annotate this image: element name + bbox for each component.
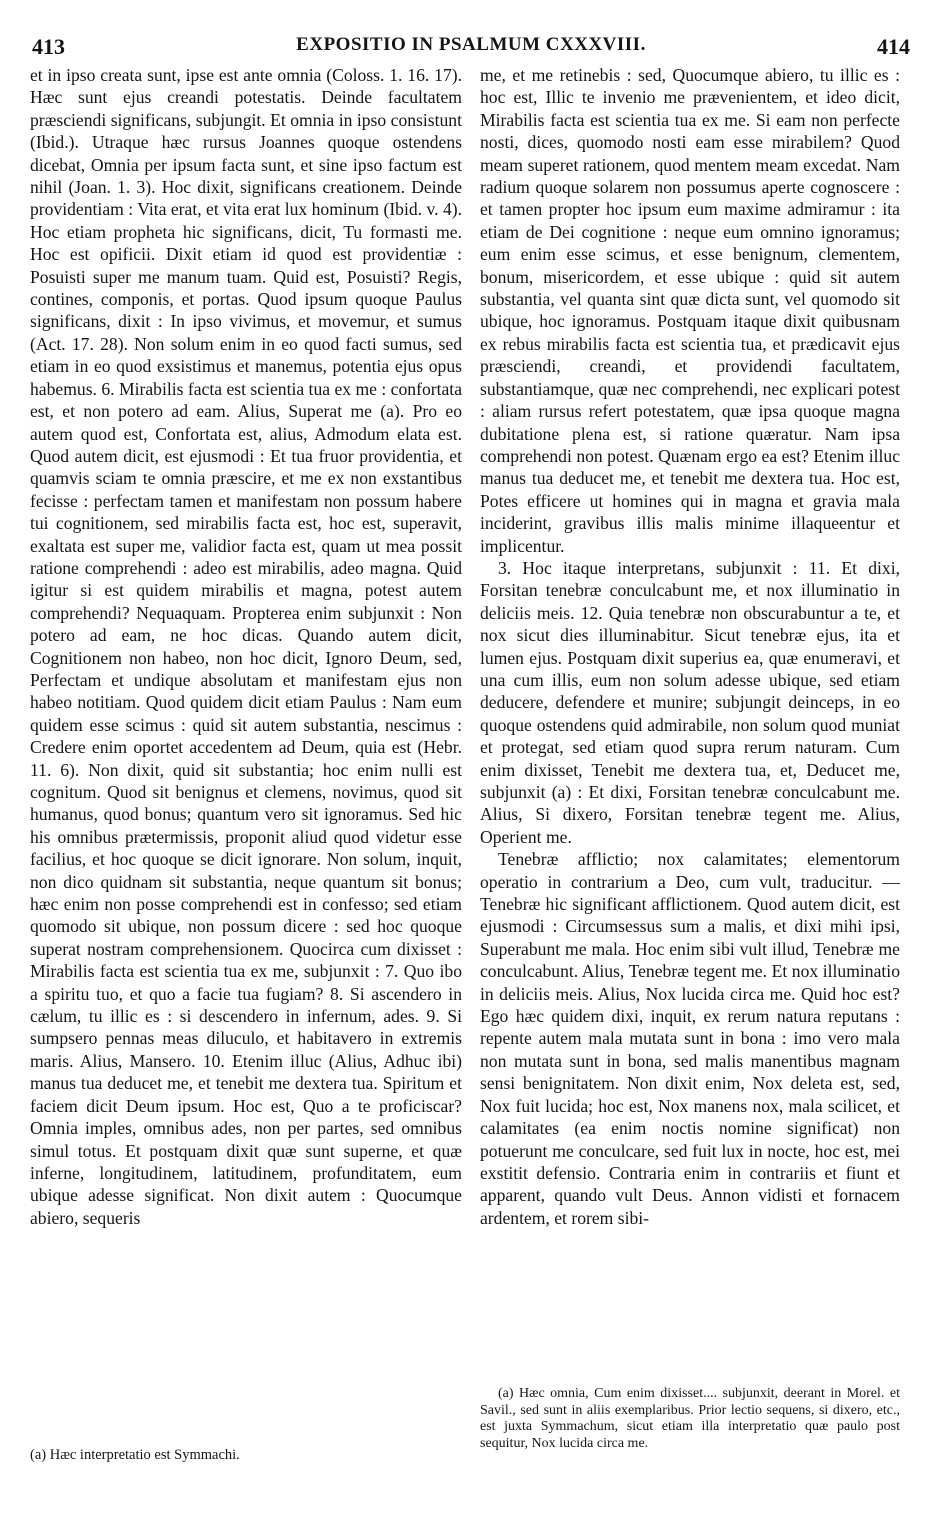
right-column <box>480 64 900 1229</box>
footnote-text: (a) Hæc interpretatio est Symmachi. <box>30 1447 240 1463</box>
left-footnote <box>30 1446 462 1464</box>
right-footnote <box>480 1386 900 1452</box>
footnote-text: (a) Hæc omnia, Cum enim dixisset.... subjunxit, deerant in Morel. et Savil., sed sunt in aliis exemplaribus. Prior lectio sequens, si dixero, etc., est juxta Symmachum, sicut etiam illa interpretatio quæ paulo post sequitur, Nox lucida circa me. <box>480 1386 900 1451</box>
paragraph: 3. Hoc itaque interpretans, subjunxit : 11. Et dixi, Forsitan tenebræ conculcabunt me, et nox illuminatio in deliciis meis. 12. Quia tenebræ non obscurabuntur a te, et nox sicut dies illuminabitur. Sicut tenebræ ejus, ita et lumen ejus. Postquam dixit superius ea, quæ enumeravi, et una cum illis, eum non solum adesse ubique, sed etiam deducere, defendere et munire; subjungit deinceps, in eo quoque ostendens quid admirabile, non solum quod muniat et protegat, sed etiam quod supra rerum naturam. Cum enim dixisset, Tenebit me dextera tua, et, Deducet me, subjunxit (a) : Et dixi, Forsitan tenebræ conculcabunt me. Alius, Si dixero, Forsitan tenebræ tegent me. Alius, Operient me. <box>480 557 900 847</box>
paragraph: et in ipso creata sunt, ipse est ante omnia (Coloss. 1. 16. 17). Hæc sunt ejus creandi potestatis. Deinde facultatem præsciendi significans, subjungit. Et omnia in ipso consistunt (Ibid.). Utraque hæc rursus Joannes quoque ostendens dicebat, Omnia per ipsum facta sunt, et sine ipso factum est nihil (Joan. 1. 3). Hoc dixit, significans creationem. Deinde providentiam : Vita erat, et vita erat lux hominum (Ibid. v. 4). Hoc etiam propheta hic significans, dicit, Tu formasti me. Hoc est opificii. Dixit etiam id quod est providentiæ : Posuisti super me manum tuam. Quid est, Posuisti? Regis, contines, componis, et portas. Quod ipsum quoque Paulus significans, dixit : In ipso vivimus, et movemur, et sumus (Act. 17. 28). Non solum enim in eo quod facti sumus, sed etiam in eo quod exsistimus et manemus, potentia ejus opus habemus. 6. Mirabilis facta est scientia tua ex me : confortata est, et non potero ad eam. Alius, Superat me (a). Pro eo autem quod est, Confortata est, alius, Admodum elata est. Quod autem dicit, est ejusmodi : Et tua fruor providentia, et quamvis sciam te omnia præscire, et me ex non exstantibus fecisse : perfectam tamen et manifestam non possum habere tui cognitionem, sed mirabilis facta est, hoc est, superavit, exaltata est super me, validior facta est, quam ut mea possit ratione comprehendi : adeo est mirabilis, adeo magna. Quid igitur si est quidem mirabilis et magna, potest autem comprehendi? Nequaquam. Propterea enim subjunxit : Non potero ad eam, ne hoc dicas. Quando autem dicit, Cognitionem non habeo, non hoc dicit, Ignoro Deum, sed, Perfectam et undique absolutam et manifestam ejus non habeo notitiam. Quod quidem dicit etiam Paulus : Nam eum quidem esse scimus : quid sit autem substantia, nescimus : Credere enim oportet accedentem ad Deum, quia est (Hebr. 11. 6). Non dixit, quid sit substantia; hoc enim nulli est cognitum. Quod sit benignus et clemens, novimus, quod sit humanus, quod bonus; quantum vero sit ignoramus. Sed hic his omnibus prætermissis, proponit aliud quod videtur esse facilius, et hoc quoque se dicit ignorare. Non solum, inquit, non dico quidnam sit substantia, neque quantum sit bonus; hæc enim non posse comprehendi est in confesso; sed etiam quomodo sit ubique, non possum dicere : sed hoc quoque superat nostram comprehensionem. Quocirca cum dixisset : Mirabilis facta est scientia tua ex me, subjunxit : 7. Quo ibo a spiritu tuo, et quo a facie tua fugiam? 8. Si ascendero in cælum, tu illic es : si descendero in infernum, ades. 9. Si sumpsero pennas meas diluculo, et habitavero in extremis maris. Alius, Mansero. 10. Etenim illuc (Alius, Adhuc ibi) manus tua deducet me, et tenebit me dextera tua. Spiritum et faciem dicit Deum ipsum. Hoc est, Quo a te proficiscar? Omnia imples, omnibus ades, non per partes, sed omnibus simul totus. Et postquam dixit quæ sunt superne, et quæ inferne, longitudinem, latitudinem, profunditatem, eum ubique adesse significat. Non dixit autem : Quocumque abiero, sequeris <box>30 65 462 1228</box>
running-header <box>32 28 910 58</box>
left-page-number: 413 <box>32 34 65 59</box>
paragraph: Tenebræ afflictio; nox calamitates; elementorum operatio in contrarium a Deo, cum vult, traducitur. — Tenebræ hic significant afflictionem. Quod autem dicit, est ejusmodi : Circumsessus sum a malis, et dixi mihi ipsi, Superabunt me mala. Hoc enim sibi vult illud, Tenebræ me conculcabunt. Alius, Tenebræ tegent me. Et nox illuminatio in deliciis meis. Alius, Nox lucida circa me. Quid hoc est? Ego hæc quidem dixi, inquit, ex rerum natura reputans : repente autem mala mutata sunt in bona : imo vero mala non mutata sunt in bona, sed malis manentibus magnam sensi benignitatem. Non dixit enim, Nox deleta est, sed, Nox fuit lucida; hoc est, Nox manens nox, mala scilicet, et calamitates (ea enim noctis nomine significat) non potuerunt me conculcare, sed fuit lux in nocte, hoc est, mei exstitit defensio. Contraria enim in contrariis et fiunt et apparent, quando vult Deus. Annon vidisti et fornacem ardentem, et rorem sibi- <box>480 849 900 1228</box>
left-column <box>30 64 462 1229</box>
paragraph: me, et me retinebis : sed, Quocumque abiero, tu illic es : hoc est, Illic te invenio me prævenientem, et ideo dicit, Mirabilis facta est scientia tua ex me. Si eam non perfecte nosti, dices, quomodo nosti eam esse mirabilem? Quod meam superet rationem, quod mentem meam excedat. Nam radium quoque solarem non possumus aperte cognoscere : et tamen propter hoc ipsum eum maxime admiramur : ita etiam de Dei cognitione : neque eum omnino ignoramus; eum enim esse scimus, et esse benignum, clementem, bonum, misericordem, et esse ubique : quid sit autem substantia, vel quanta sint quæ dicta sunt, vel quomodo sit ubique, hoc ignoramus. Postquam itaque dixit quibusnam ex rebus mirabilis facta est scientia tua, et prædicavit ejus præsciendi, creandi, et providendi facultatem, substantiamque, quæ nec comprehendi, nec explicari potest : aliam rursus refert potestatem, quæ ipsa quoque magna dubitatione plena est, si ratione quæratur. Nam ipsa comprehendi non potest. Quænam ergo ea est? Etenim illuc manus tua deducet me, et tenebit me dextera tua. Hoc est, Potes efficere ut homines qui in magna et gravia mala inciderint, gravibus illis malis minime illaqueentur et implicentur. <box>480 65 900 556</box>
right-page-number: 414 <box>877 34 910 59</box>
running-title: EXPOSITIO IN PSALMUM CXXXVIII. <box>296 34 646 55</box>
